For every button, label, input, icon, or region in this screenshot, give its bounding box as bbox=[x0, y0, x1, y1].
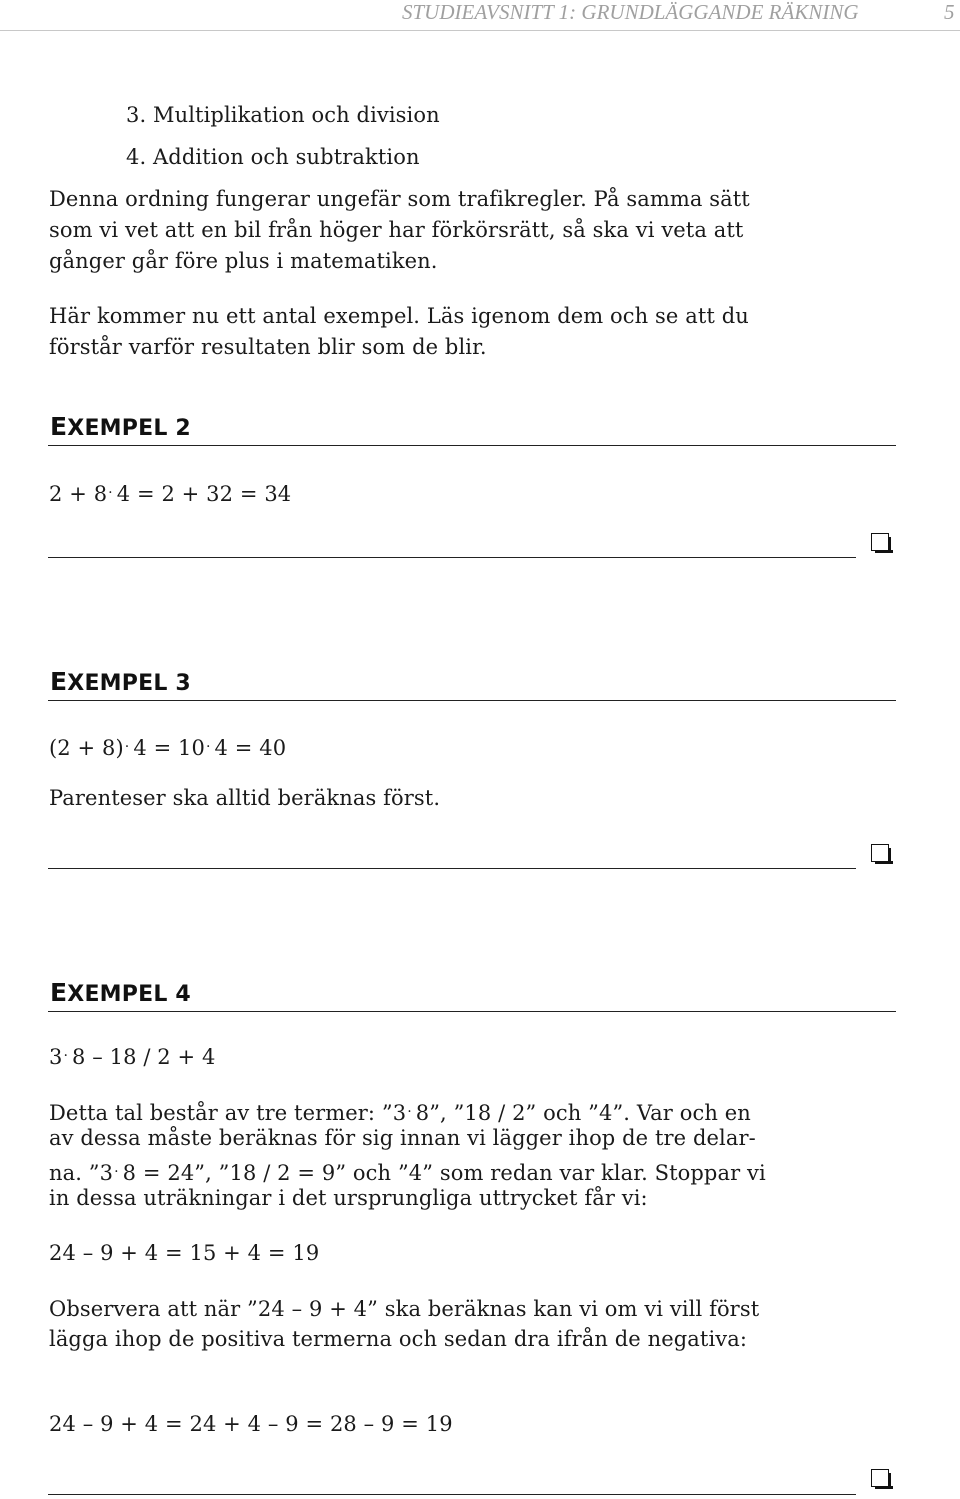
equation-line: 24 – 9 + 4 = 15 + 4 = 19 bbox=[49, 1241, 320, 1265]
paragraph-line: lägga ihop de positiva termerna och sedan dra ifrån de negativa: bbox=[49, 1327, 748, 1351]
example-4-equation: 3. 8 – 18 / 2 + 4 bbox=[49, 1044, 216, 1069]
list-item: 3. Multiplikation och division bbox=[126, 103, 440, 127]
paragraph-line: Här kommer nu ett antal exempel. Läs igenom dem och se att du bbox=[49, 304, 749, 328]
running-title: STUDIEAVSNITT 1: GRUNDLÄGGANDE RÄKNING bbox=[402, 0, 859, 24]
paragraph-line: av dessa måste beräknas för sig innan vi lägger ihop de tre delar- bbox=[49, 1126, 756, 1150]
checkbox-icon[interactable] bbox=[871, 1469, 889, 1487]
checkbox-icon[interactable] bbox=[871, 533, 889, 551]
paragraph-line: gånger går före plus i matematiken. bbox=[49, 249, 438, 273]
section-end-rule bbox=[48, 1494, 856, 1495]
section-divider bbox=[48, 445, 896, 446]
example-4-heading: EXEMPEL 4 bbox=[50, 978, 191, 1007]
paragraph-line: in dessa uträkningar i det ursprungliga uttrycket får vi: bbox=[49, 1186, 648, 1210]
section-end-rule bbox=[48, 868, 856, 869]
paragraph-line: Detta tal består av tre termer: ”3. 8”, ”18 / 2” och ”4”. Var och en bbox=[49, 1100, 751, 1125]
equation-line: 24 – 9 + 4 = 24 + 4 – 9 = 28 – 9 = 19 bbox=[49, 1412, 453, 1436]
example-3-equation: (2 + 8). 4 = 10. 4 = 40 bbox=[49, 735, 287, 760]
paragraph-line: Denna ordning fungerar ungefär som trafikregler. På samma sätt bbox=[49, 187, 750, 211]
paragraph-line: som vi vet att en bil från höger har förkörsrätt, så ska vi veta att bbox=[49, 218, 744, 242]
example-2-heading: EXEMPEL 2 bbox=[50, 412, 191, 441]
list-item: 4. Addition och subtraktion bbox=[126, 145, 420, 169]
example-2-equation: 2 + 8. 4 = 2 + 32 = 34 bbox=[49, 481, 292, 506]
paragraph-line: förstår varför resultaten blir som de blir. bbox=[49, 335, 487, 359]
section-divider bbox=[48, 700, 896, 701]
section-end-rule bbox=[48, 557, 856, 558]
example-3-note: Parenteser ska alltid beräknas först. bbox=[49, 786, 441, 810]
paragraph-line: Observera att när ”24 – 9 + 4” ska beräknas kan vi om vi vill först bbox=[49, 1297, 760, 1321]
page-number: 5 bbox=[944, 0, 955, 24]
section-divider bbox=[48, 1011, 896, 1012]
paragraph-line: na. ”3. 8 = 24”, ”18 / 2 = 9” och ”4” som redan var klar. Stoppar vi bbox=[49, 1160, 766, 1185]
example-3-heading: EXEMPEL 3 bbox=[50, 667, 191, 696]
checkbox-icon[interactable] bbox=[871, 844, 889, 862]
